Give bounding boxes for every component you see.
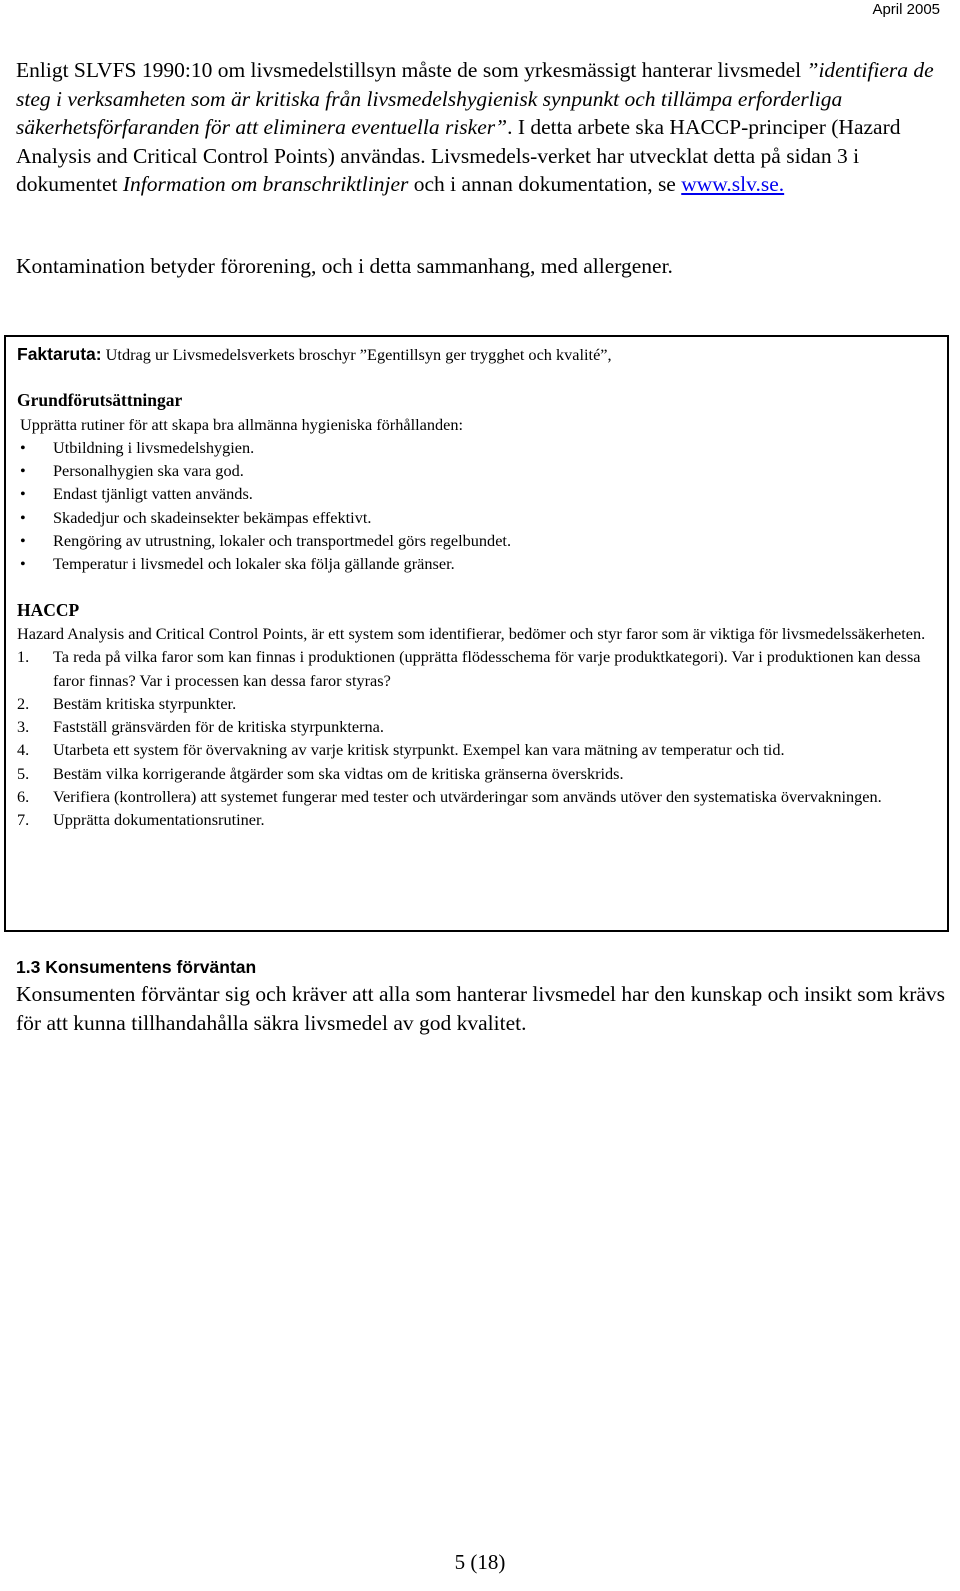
page-number: 5 (18) — [454, 1550, 506, 1574]
fact-box-label: Faktaruta: — [17, 344, 102, 364]
haccp-heading: HACCP — [17, 599, 80, 620]
list-item — [17, 645, 937, 692]
bullet-icon: • — [20, 461, 26, 481]
bullet-icon: • — [20, 507, 26, 527]
list-item — [17, 738, 937, 761]
list-item — [17, 436, 937, 459]
list-item — [17, 808, 937, 831]
step-number: 1. — [17, 647, 30, 667]
step-number: 5. — [17, 763, 30, 783]
step-text: Upprätta dokumentationsrutiner. — [53, 810, 265, 830]
grund-heading: Grundförutsättningar — [17, 390, 183, 411]
step-text: Bestäm vilka korrigerande åtgärder som ska vidtas om de kritiska gränserna överskrids. — [53, 763, 624, 783]
list-item — [17, 482, 937, 505]
list-item — [17, 529, 937, 552]
document-title: Information om branschriktlinjer — [122, 172, 409, 196]
list-item-text: Temperatur i livsmedel och lokaler ska följa gällande gränser. — [53, 554, 455, 574]
grund-intro: Upprätta rutiner för att skapa bra allmänna hygieniska förhållanden: — [20, 414, 464, 434]
step-text: Verifiera (kontrollera) att systemet fungerar med tester och utvärderingar som används utöver den systematiska övervakningen. — [53, 787, 882, 807]
step-number: 2. — [17, 693, 30, 713]
step-text: Ta reda på vilka faror som kan finnas i produktionen (upprätta flödesschema för varje produktkategori). Var i produktionen kan dessa faror finnas? Var i processen kan dessa faror styras? — [53, 647, 921, 690]
step-number: 7. — [17, 810, 30, 830]
slv-link[interactable]: www.slv.se. — [681, 172, 785, 196]
step-text: Fastställ gränsvärden för de kritiska styrpunkterna. — [53, 717, 384, 737]
contamination-paragraph: Kontamination betyder förorening, och i detta sammanhang, med allergener. — [16, 254, 673, 278]
list-item — [17, 552, 937, 575]
intro-paragraph — [16, 56, 946, 199]
list-item — [17, 785, 937, 808]
step-number: 3. — [17, 717, 30, 737]
header-date: April 2005 — [872, 1, 940, 18]
list-item-text: Rengöring av utrustning, lokaler och transportmedel görs regelbundet. — [53, 531, 512, 551]
section-heading: 1.3 Konsumentens förväntan — [16, 957, 257, 977]
step-text: Bestäm kritiska styrpunkter. — [53, 693, 237, 713]
bullet-icon: • — [20, 437, 26, 457]
step-number: 4. — [17, 740, 30, 760]
list-item — [17, 459, 937, 482]
haccp-description: Hazard Analysis and Critical Control Points, är ett system som identifierar, bedömer och styr faror som är viktiga för livsmedelssäkerheten. — [17, 623, 926, 643]
step-number: 6. — [17, 787, 30, 807]
list-item — [17, 715, 937, 738]
bullet-icon: • — [20, 554, 26, 574]
step-text: Utarbeta ett system för övervakning av varje kritisk styrpunkt. Exempel kan vara mätning av temperatur och tid. — [53, 740, 785, 760]
spacer — [17, 576, 937, 599]
list-item — [17, 762, 937, 785]
bullet-icon: • — [20, 484, 26, 504]
fact-box-content — [17, 343, 937, 832]
list-item-text: Personalhygien ska vara god. — [53, 461, 244, 481]
fact-box — [4, 335, 949, 932]
haccp-steps — [17, 645, 937, 831]
section-paragraph: Konsumenten förväntar sig och kräver att alla som hanterar livsmedel har den kunskap och insikt som krävs för att kunna tillhandahålla säkra livsmedel av god kvalitet. — [16, 982, 946, 1035]
bullet-icon: • — [20, 531, 26, 551]
list-item-text: Skadedjur och skadeinsekter bekämpas effektivt. — [53, 507, 372, 527]
fact-box-source: Utdrag ur Livsmedelsverkets broschyr ”Egentillsyn ger trygghet och kvalité”, — [101, 345, 612, 364]
intro-sentence-2: . I detta arbete ska HACCP-principer (Hazard Analysis and Critical Control Points) användas. Livsmedels-verket har utvecklat detta på sidan 3 i dokumentet — [16, 115, 901, 196]
list-item-text: Utbildning i livsmedelshygien. — [53, 437, 255, 457]
grund-list — [17, 436, 937, 576]
list-item — [17, 692, 937, 715]
spacer — [17, 366, 937, 389]
list-item-text: Endast tjänligt vatten används. — [53, 484, 253, 504]
fact-box-title-line — [17, 343, 937, 366]
intro-sentence-1: Enligt SLVFS 1990:10 om livsmedelstillsyn måste de som yrkesmässigt hanterar livsmedel — [16, 58, 807, 82]
intro-sentence-3: och i annan dokumentation, se — [408, 172, 682, 196]
list-item — [17, 506, 937, 529]
regulation-quote: ”identifiera de steg i verksamheten som är kritiska från livsmedelshygienisk synpunkt och tillämpa erforderliga säkerhetsförfaranden för att eliminera eventuella risker” — [16, 58, 934, 139]
